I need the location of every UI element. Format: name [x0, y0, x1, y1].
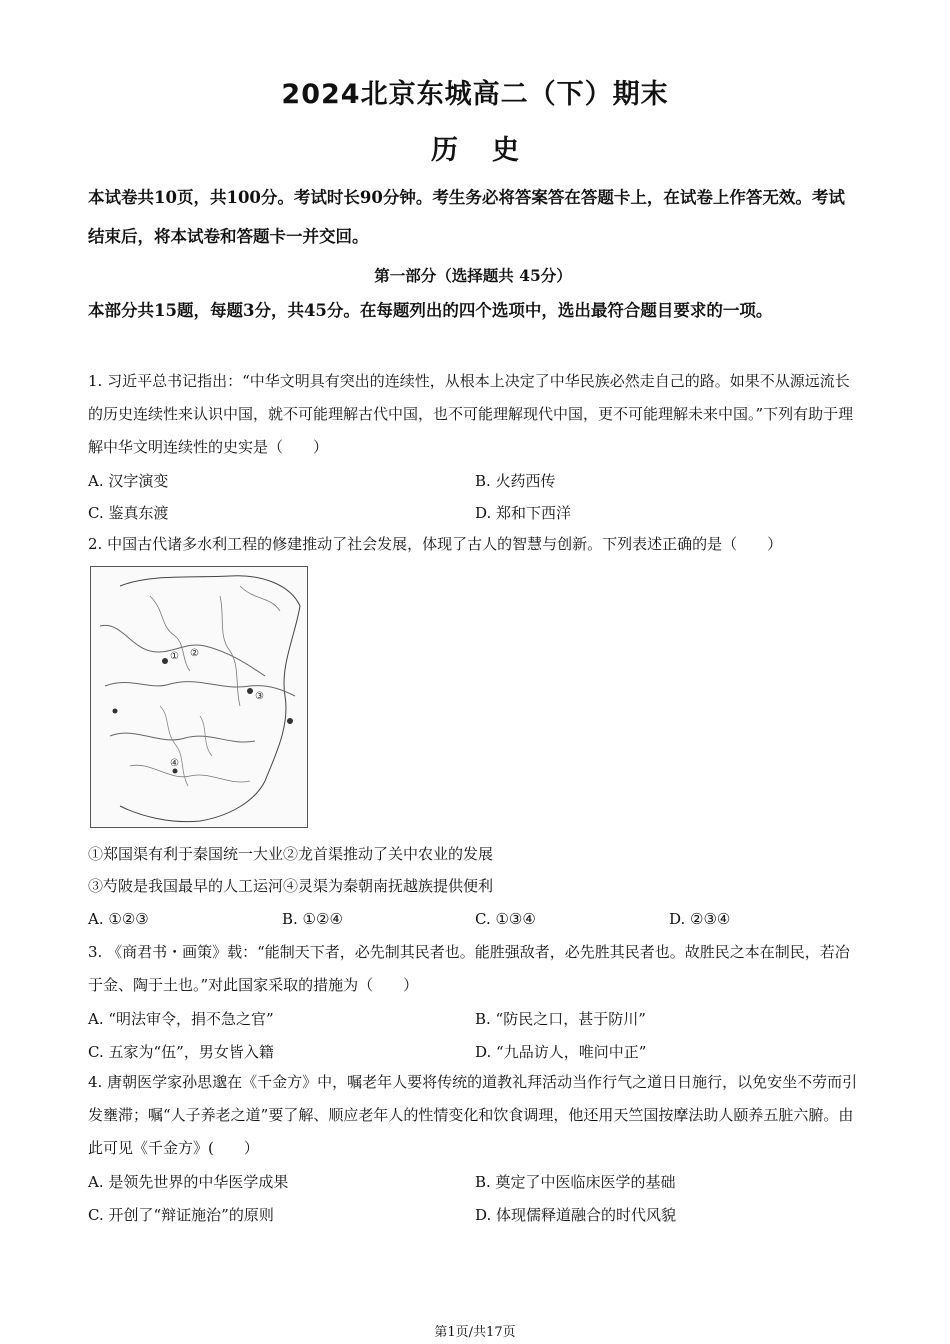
part1-description: 本部分共15题，每题3分，共45分。在每题列出的四个选项中，选出最符合题目要求的一项。: [88, 301, 773, 320]
subject-title: 历史: [431, 135, 553, 166]
q3-option-d: D. “九品访人，唯问中正”: [475, 1043, 647, 1061]
q4-option-d: D. 体现儒释道融合的时代风貌: [475, 1206, 677, 1224]
exam-instructions: 本试卷共10页，共100分。考试时长90分钟。考生务必将答案答在答题卡上，在试卷上作答无效。考试结束后，将本试卷和答题卡一并交回。: [88, 188, 845, 246]
map-mark-3: ③: [255, 691, 264, 702]
question-3-stem: 3. 《商君书・画策》载：“能制天下者，必先制其民者也。能胜强敌者，必先胜其民者也。故胜民之本在制民，若冶于金、陶于土也。”对此国家采取的措施为（ ）: [88, 943, 850, 994]
q3-option-c: C. 五家为“伍”，男女皆入籍: [88, 1043, 274, 1061]
exam-title: 2024北京东城高二（下）期末: [281, 79, 669, 110]
q1-option-c: C. 鉴真东渡: [88, 504, 169, 522]
water-conservancy-map: [90, 566, 308, 828]
question-2-stem: 2. 中国古代诸多水利工程的修建推动了社会发展，体现了古人的智慧与创新。下列表述正确的是（ ）: [88, 535, 783, 553]
q1-option-b: B. 火药西传: [475, 472, 556, 490]
q2-option-d: D. ②③④: [669, 910, 731, 928]
q2-option-b: B. ①②④: [282, 910, 343, 928]
question-1-stem: 1. 习近平总书记指出：“中华文明具有突出的连续性，从根本上决定了中华民族必然走自己的路。如果不从源远流长的历史连续性来认识中国，就不可能理解古代中国，也不可能理解现代中国，更不可能理解未来中国。”下列有助于理解中华文明连续性的史实是（ ）: [88, 372, 854, 456]
q3-option-b: B. “防民之口，甚于防川”: [475, 1010, 646, 1028]
q1-option-d: D. 郑和下西洋: [475, 504, 572, 522]
q4-option-a: A. 是领先世界的中华医学成果: [88, 1173, 289, 1191]
q2-statements-1-2: ①郑国渠有利于秦国统一大业②龙首渠推动了关中农业的发展: [88, 845, 494, 863]
q3-option-a: A. “明法审令，捐不急之官”: [88, 1010, 274, 1028]
q4-option-b: B. 奠定了中医临床医学的基础: [475, 1173, 676, 1191]
q1-option-a: A. 汉字演变: [88, 472, 169, 490]
q2-statements-3-4: ③芍陂是我国最早的人工运河④灵渠为秦朝南抚越族提供便利: [88, 877, 494, 895]
q4-option-c: C. 开创了“辩证施治”的原则: [88, 1206, 274, 1224]
map-mark-1: ①: [170, 651, 179, 662]
map-mark-4: ④: [170, 758, 179, 769]
map-mark-2: ②: [190, 648, 199, 659]
page-number-footer: 第1页/共17页: [434, 1325, 516, 1340]
part1-heading: 第一部分（选择题共 45分）: [374, 266, 572, 285]
q2-option-a: A. ①②③: [88, 910, 149, 928]
q2-option-c: C. ①③④: [475, 910, 536, 928]
question-4-stem: 4. 唐朝医学家孙思邈在《千金方》中，嘱老年人要将传统的道教礼拜活动当作行气之道日日施行，以免安坐不劳而引发壅滞；嘱“人子养老之道”要了解、顺应老年人的性情变化和饮食调理，他还用天竺国按摩法助人颐养五脏六腑。由此可见《千金方》( ）: [88, 1073, 858, 1157]
